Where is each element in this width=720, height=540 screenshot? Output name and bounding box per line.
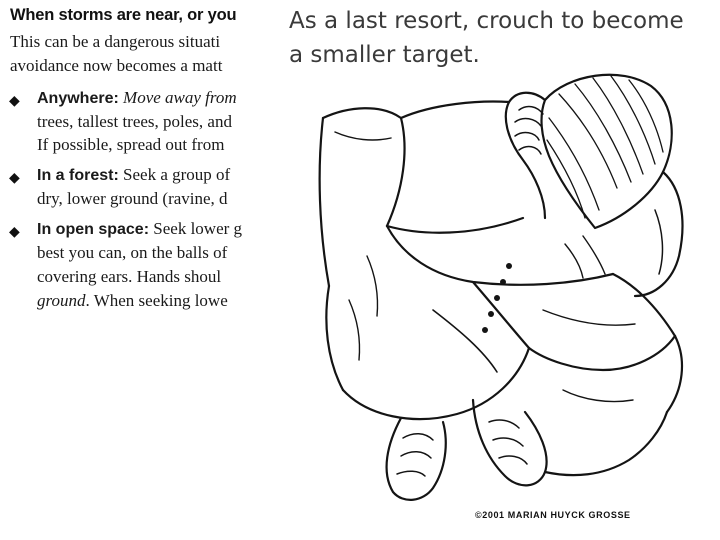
hands-drawing (506, 93, 683, 296)
bullet-open-space-line-2: best you can, on the balls of (37, 243, 228, 262)
bullet-forest-line-2: dry, lower ground (ravine, d (37, 189, 228, 208)
shoes-drawing (387, 390, 667, 500)
bullet-anywhere-label: Anywhere: (37, 90, 119, 107)
bullet-open-space-tail: . When seeking lowe (85, 291, 228, 310)
figure-caption-line-1: As a last resort, crouch to become (289, 8, 684, 34)
section-heading: When storms are near, or you (10, 6, 237, 24)
bullet-forest-line-1 (37, 165, 230, 185)
bullet-diamond-icon: ◆ (9, 225, 20, 240)
bullet-open-space-ground: ground (37, 291, 86, 310)
head-drawing (542, 75, 672, 228)
bullet-diamond-icon: ◆ (9, 171, 20, 186)
document-text-column (0, 0, 282, 330)
figure-panel (283, 0, 720, 540)
torso-drawing (320, 102, 523, 390)
crouching-person-illustration (283, 60, 720, 540)
bullet-open-space-line-1 (37, 219, 242, 239)
bullet-forest-text: Seek a group of (118, 165, 231, 184)
legs-drawing (343, 226, 682, 419)
bullet-open-space-line-3: covering ears. Hands shoul (37, 267, 222, 286)
bullet-forest-label: In a forest: (37, 167, 119, 184)
figure-caption-line-2: a smaller target. (289, 42, 480, 68)
bullet-anywhere-line-2: trees, tallest trees, poles, and (37, 112, 232, 131)
bullet-anywhere-text: Move away from (118, 88, 237, 107)
bullet-diamond-icon: ◆ (9, 94, 20, 109)
artist-credit: ©2001 MARIAN HUYCK GROSSE (475, 510, 631, 520)
bullet-anywhere-line-3: If possible, spread out from (37, 135, 225, 154)
bullet-open-space-text: Seek lower g (149, 219, 243, 238)
intro-line-2: avoidance now becomes a matt (10, 56, 223, 75)
bullet-anywhere-line-1 (37, 88, 237, 108)
bullet-open-space-line-4 (37, 291, 228, 311)
bullet-open-space-label: In open space: (37, 221, 150, 238)
intro-line-1: This can be a dangerous situati (10, 32, 221, 51)
